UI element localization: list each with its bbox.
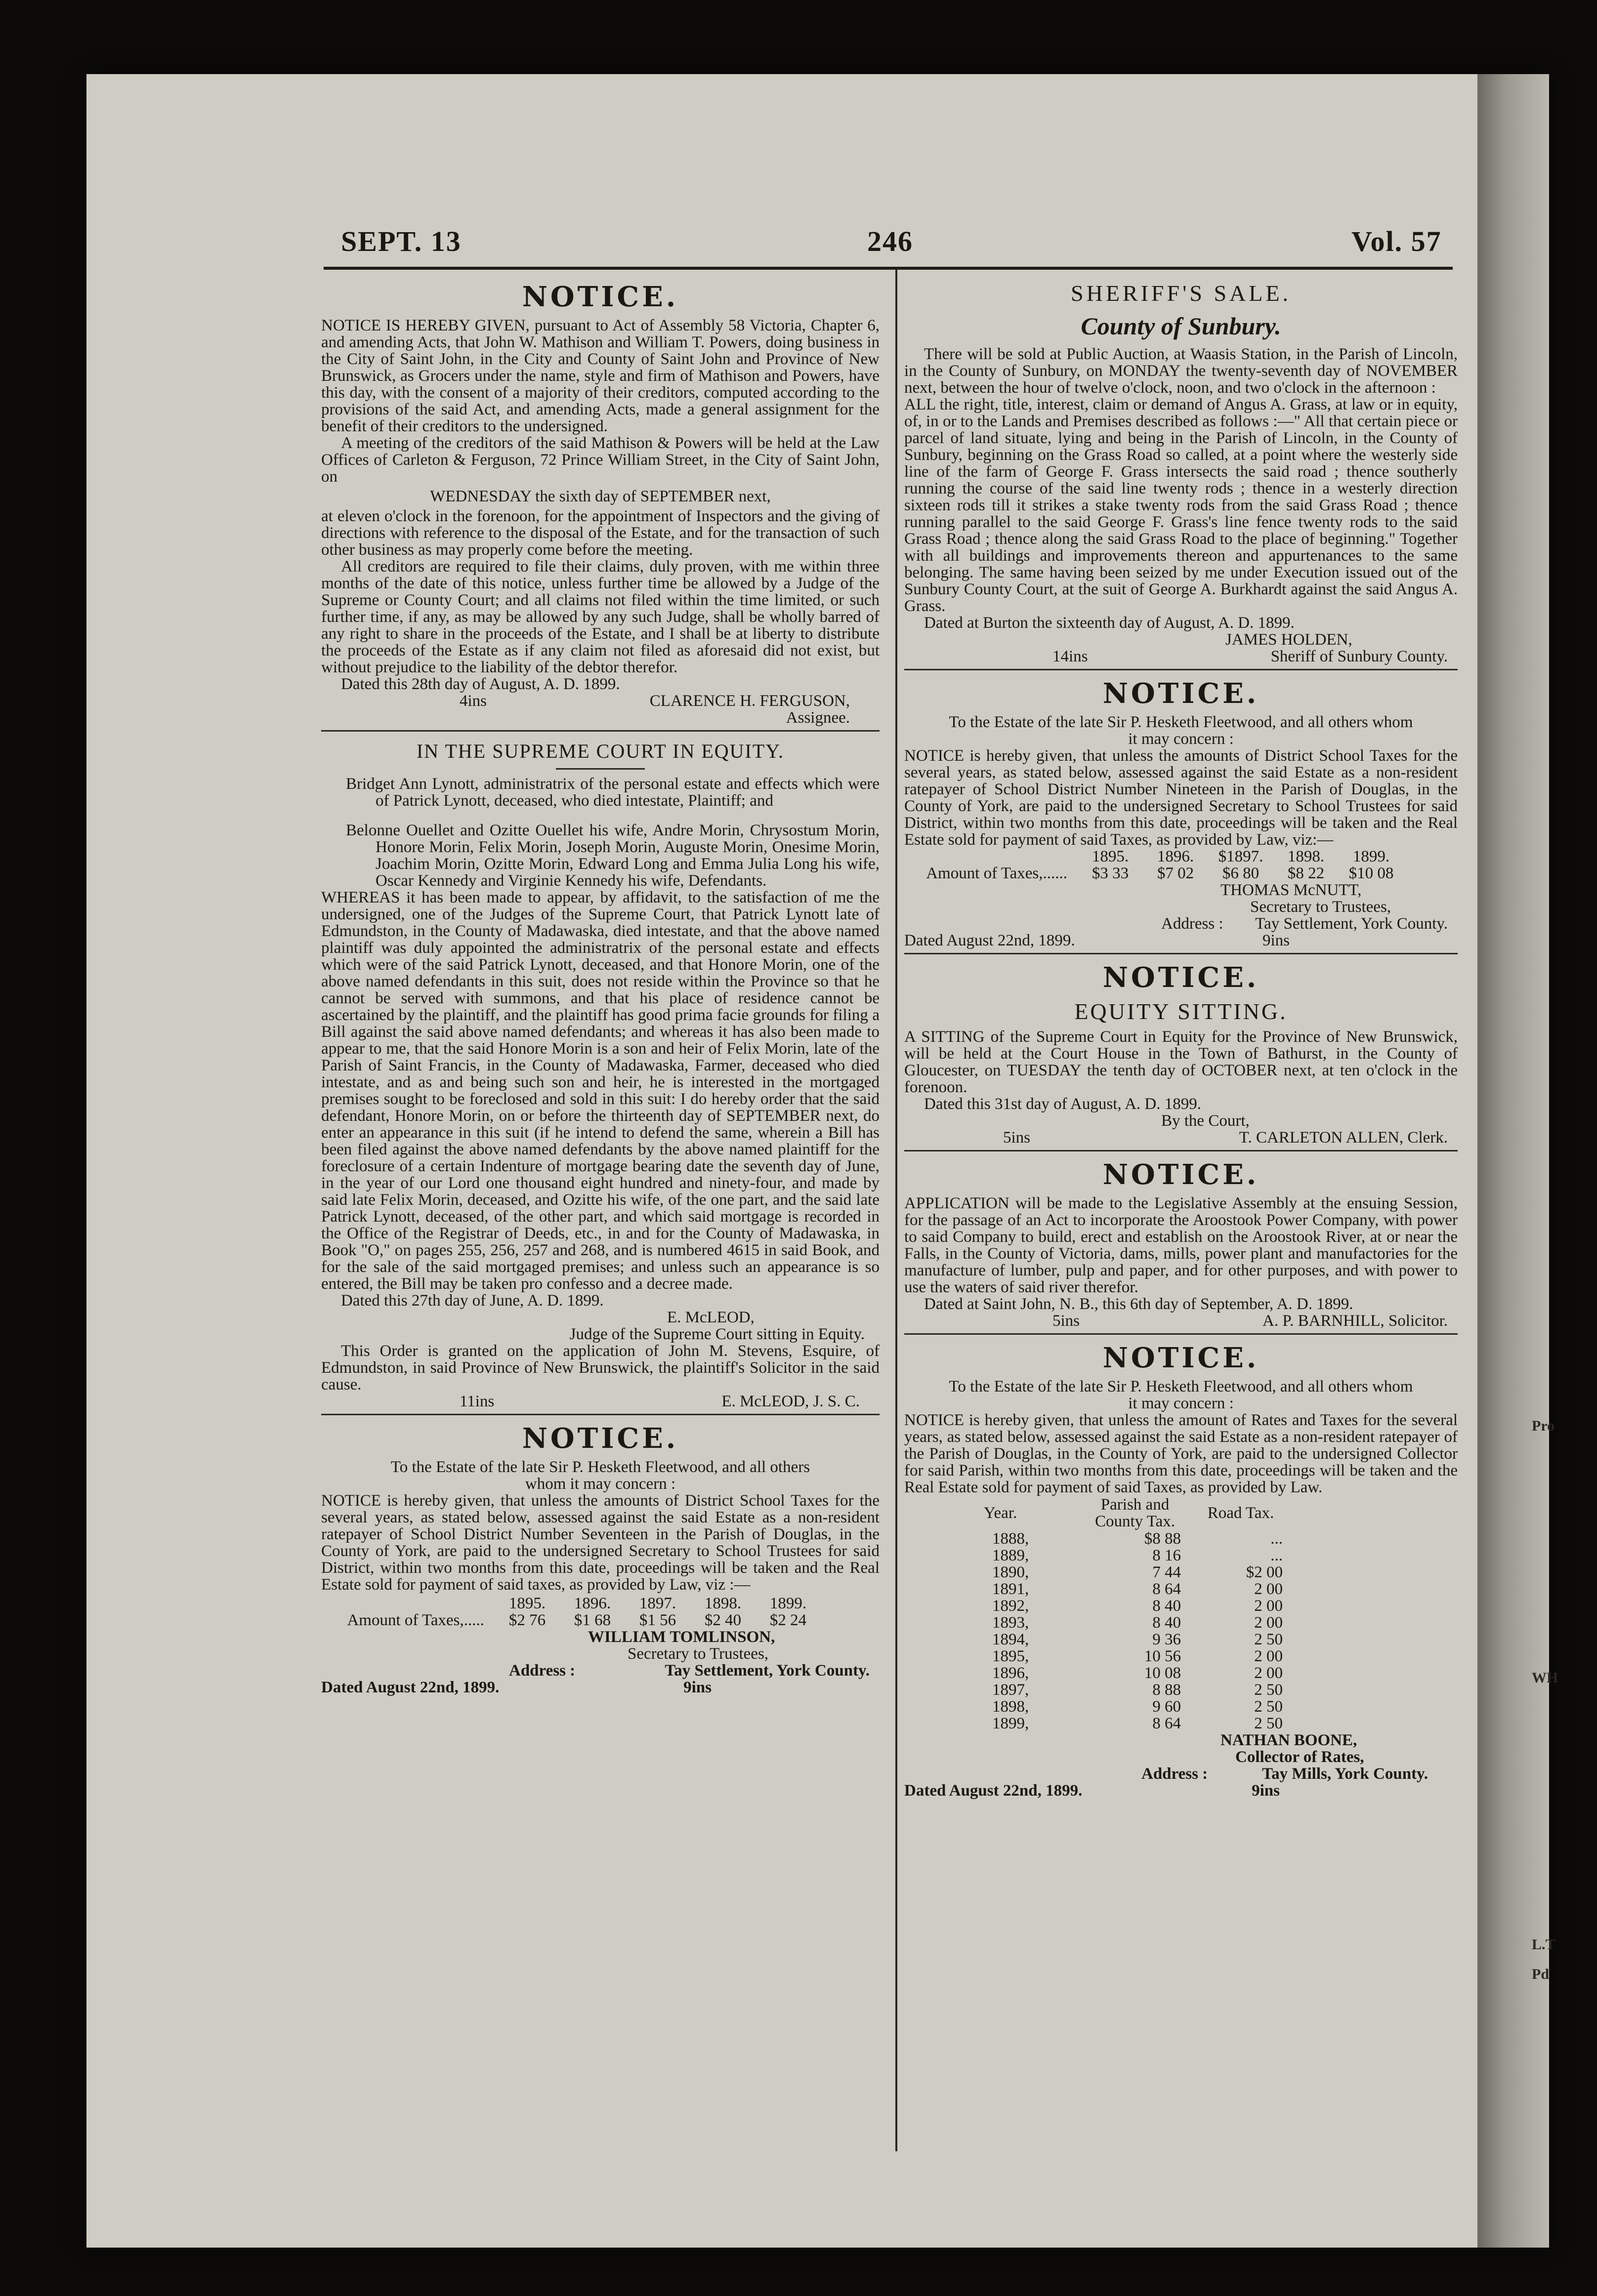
notice-body: NOTICE is hereby given, that unless the amount of Rates and Taxes for the several years, as stated below, assessed against the said Estate as a non-resident ratepayer of the Parish of Douglas, in the County of York, are paid to the undersigned Collector for said Parish, within two months from this date, proceedings will be taken and the Real Estate sold for payment of said Taxes, as provided by Law. [904,1411,1458,1496]
signer-role: Collector of Rates, [1235,1748,1364,1766]
parish-tax-cell: 10 08 [1144,1664,1181,1682]
tax-year: 1898. [704,1595,742,1612]
gutter-fragment: Pd [1532,1966,1550,1982]
table-row [983,1530,1292,1547]
address-value: Tay Settlement, York County. [1255,915,1448,933]
tax-year: 1899. [1352,848,1390,865]
notice-addressee: To the Estate of the late Sir P. Hesketh Fleetwood, and all others whom it may concern : [949,713,1413,748]
insertion-count: 4ins [460,692,487,710]
tax-amount: $6 80 [1222,864,1260,882]
notice-body: A SITTING of the Supreme Court in Equity for the Province of New Brunswick, will be held at the Court House in the Town of Bathurst, in the County of Gloucester, on TUESDAY the tenth day of OCTOBER next, at ten o'clock in the forenoon. [904,1028,1458,1096]
sheriff-role: Sheriff of Sunbury County. [1270,648,1448,665]
tax-amount: $1 56 [639,1611,676,1629]
school-tax-notice-17 [321,1414,880,1696]
solicitor-signature: A. P. BARNHILL, Solicitor. [1262,1312,1448,1330]
tax-year: 1897. [639,1595,676,1612]
insertion-count: 14ins [1052,648,1088,665]
signer-role: Assignee. [786,709,850,727]
notice-body: APPLICATION will be made to the Legislative Assembly at the ensuing Session, for the passage of an Act to incorporate the Aroostook Power Company, with power to said Company to build, erect and establish on the Aroostook River, at or near the Falls, in the County of Victoria, dams, mills, power plant and manufactories for the manufacture of lumber, pulp and paper, and for other purposes, and with power to use the waters of said river therefor. [904,1194,1458,1296]
parish-tax-cell: 8 40 [1152,1597,1181,1615]
tax-amount-label: Amount of Taxes,..... [347,1611,484,1629]
order-dated: Dated this 27th day of June, A. D. 1899. [341,1292,604,1310]
road-tax-cell: 2 00 [1254,1647,1283,1665]
tax-year: $1897. [1218,848,1263,865]
year-cell: 1894, [992,1631,1029,1648]
parish-tax-cell: 10 56 [1144,1647,1181,1665]
adjacent-page-edge [1477,74,1558,2248]
header-rule [324,267,1453,270]
road-tax-cell: 2 50 [1254,1698,1283,1716]
tax-amount-label: Amount of Taxes,...... [926,864,1067,882]
notice-addressee: To the Estate of the late Sir P. Hesketh Fleetwood, and all others whom it may concern : [949,1378,1413,1412]
notice-body: NOTICE is hereby given, that unless the amounts of District School Taxes for the several years, as stated below, assessed against the said Estate as a non-resident ratepayer of School District Number Nineteen in the Parish of Douglas, in the County of York, are paid to the undersigned Secretary to School Trustees for said District, within two months from this date, proceedings will be taken and the Real Estate sold for payment of said Taxes, as provided by Law, viz:— [904,747,1458,849]
school-tax-notice-19 [904,669,1458,949]
column-header-parish: Parish and County Tax. [1094,1496,1176,1530]
insertion-count: 11ins [460,1393,495,1410]
header-date: SEPT. 13 [341,225,462,257]
address-label: Address : [509,1662,576,1680]
assignment-notice [321,280,880,726]
tax-amount: $2 24 [769,1611,807,1629]
meeting-date: WEDNESDAY the sixth day of SEPTEMBER next, [430,488,771,505]
table-row [983,1665,1292,1681]
notice-paragraph: A meeting of the creditors of the said Mathison & Powers will be held at the Law Offices of Carleton & Ferguson, 72 Prince William Street, in the City of Saint John, on [321,434,880,486]
tax-year: 1896. [574,1595,611,1612]
table-row [983,1698,1292,1715]
year-cell: 1890, [992,1563,1029,1581]
notice-title: NOTICE. [522,281,679,313]
road-tax-cell: 2 00 [1254,1614,1283,1632]
table-row [983,1614,1292,1631]
notice-paragraph: All creditors are required to file their claims, duly proven, with me within three months of the date of this notice, unless further time be allowed by a Judge of the Supreme or County Court; and all claims not filed within the time limited, or such further time, if any, as may be allowed by any such Judge, shall be wholly barred of any right to share in the proceeds of the Estate, and I shall be at liberty to distribute the proceeds of the Estate as if any claim not filed as aforesaid did not exist, but without prejudice to the liability of the debtor therefor. [321,558,880,676]
year-cell: 1888, [992,1530,1029,1548]
order-body: WHEREAS it has been made to appear, by affidavit, to the satisfaction of me the undersigned, one of the Judges of the Supreme Court, that Patrick Lynott late of Edmundston, in the County of Madawaska, died intestate, and that the above named plaintiff was duly appointed the administratrix of the personal estate and effects which were of the said Patrick Lynott, deceased, and that Honore Morin, one of the above named defendants in this suit, does not reside within the Province so that he cannot be served with summons, and that his place of residence cannot be ascertained by the plaintiff, and the plaintiff has good prima facie grounds for filing a Bill against the said above named defendants; and whereas it has also been made to appear to me, that the said Honore Morin is a son and heir of Felix Morin, late of the Parish of Saint Francis, in the County of Madawaska, Farmer, deceased who died intestate, and as and being such son and heir, he is interested in the mortgaged premises sought to be foreclosed and sold in this suit: I do hereby order that the said defendant, Honore Morin, on or before the thirteenth day of SEPTEMBER next, do enter an appearance in this suit (if he intend to defend the same, wherein a Bill has been filed against the above named defendants by the above named plaintiff for the foreclosure of a certain Indenture of mortgage bearing date the seventh day of June, in the year of our Lord one thousand eight hundred and ninety-four, and made by said late Felix Morin, deceased, and Ozitte his wife, of the one part, and the said late Patrick Lynott, deceased, of the other part, and which said mortgage is recorded in the Office of the Registrar of Deeds, etc., in and for the County of Madawaska, in Book "O," on pages 255, 256, 257 and 268, and is numbered 4615 in said Book, and for the sale of the said mortgaged premises; and unless such an appearance is so entered, the Bill may be taken pro confesso and a decree made. [321,889,880,1293]
parish-tax-cell: 9 36 [1152,1631,1181,1648]
notice-title: NOTICE. [1102,1342,1260,1374]
signer-name: WILLIAM TOMLINSON, [588,1628,775,1646]
order-application: This Order is granted on the application of John M. Stevens, Esquire, of Edmundston, in said Province of New Brunswick, the plaintiff's Solicitor in the said cause. [321,1342,880,1394]
judge-name: E. McLEOD, [667,1309,755,1326]
notice-paragraph: NOTICE IS HEREBY GIVEN, pursuant to Act of Assembly 58 Victoria, Chapter 6, and amending Acts, that John W. Mathison and William T. Powers, doing business in the City of Saint John, in the City and County of Saint John and Province of New Brunswick, as Grocers under the name, style and firm of Mathison and Powers, have this day, with the consent of a majority of their creditors, computed according to the provisions of the said Act, and amending Acts, made a general assignment for the benefit of their creditors to the undersigned. [321,317,880,435]
signer-name: CLARENCE H. FERGUSON, [649,692,850,710]
table-header-row [983,1496,1292,1530]
notice-title: NOTICE. [1102,677,1260,710]
notice-title: NOTICE. [1102,961,1260,994]
road-tax-cell: 2 00 [1254,1580,1283,1598]
tax-year: 1899. [769,1595,807,1612]
column-header-road: Road Tax. [1207,1504,1274,1522]
parish-tax-cell: 8 16 [1152,1547,1181,1564]
column-divider [895,269,897,2151]
tax-amounts-row [321,1612,880,1629]
tax-year: 1896. [1157,848,1194,865]
parish-tax-cell: 7 44 [1152,1563,1181,1581]
notice-dated: Dated August 22nd, 1899. [321,1679,500,1696]
signer-role: Secretary to Trustees, [628,1645,769,1663]
road-tax-cell: $2 00 [1246,1563,1283,1581]
tax-amount: $10 08 [1348,864,1394,882]
sale-description: ALL the right, title, interest, claim or demand of Angus A. Grass, at law or in equity, of, in or to the Lands and Premises described as follows :—" All that certain piece or parcel of land situate, lying and being in the Parish of Lincoln, in the County of Sunbury, beginning on the Grass Road so called, at a point where the westerly side line of the farm of George F. Grass intersects the said road ; thence southerly running the course of the said line twenty rods ; thence in a westerly direction sixteen rods till it strikes a stake twenty rods from the said Grass Road ; thence running parallel to the said George F. Grass's line fence twenty rods to the said Grass Road ; thence along the said Grass Road to the place of beginning." Together with all buildings and improvements thereon and appurtenances to the same belonging. The same having been seized by me under Execution issued out of the Sunbury County Court, at the suit of George A. Burkhardt against the said Angus A. Grass. [904,396,1458,615]
parish-tax-cell: 8 40 [1152,1614,1181,1632]
year-cell: 1893, [992,1614,1029,1632]
short-rule [556,768,645,770]
insertion-count: 9ins [683,1679,712,1696]
notice-paragraph: at eleven o'clock in the forenoon, for the appointment of Inspectors and the giving of directions with reference to the disposal of the Estate, and for the transaction of such other business as may properly come before the meeting. [321,507,880,559]
parish-tax-cell: 9 60 [1152,1698,1181,1716]
tax-amount: $8 22 [1287,864,1325,882]
tax-amounts-row [904,865,1458,882]
equity-sitting-notice [904,953,1458,1146]
gutter-fragment: L.T [1532,1936,1555,1953]
notice-dated: Dated August 22nd, 1899. [904,1782,1083,1800]
address-value: Tay Mills, York County. [1262,1765,1428,1783]
road-tax-cell: ... [1270,1530,1283,1548]
road-tax-cell: 2 00 [1254,1664,1283,1682]
year-cell: 1895, [992,1647,1029,1665]
header-page-number: 246 [867,225,913,257]
year-cell: 1896, [992,1664,1029,1682]
signer-name: NATHAN BOONE, [1220,1731,1357,1749]
notice-dated: Dated at Saint John, N. B., this 6th day of September, A. D. 1899. [924,1295,1353,1313]
table-row [983,1547,1292,1564]
judge-signature: E. McLEOD, J. S. C. [721,1393,860,1410]
table-row [983,1564,1292,1581]
address-value: Tay Settlement, York County. [665,1662,870,1680]
road-tax-cell: 2 50 [1254,1681,1283,1699]
by-the-court: By the Court, [1161,1112,1250,1130]
year-cell: 1898, [992,1698,1029,1716]
insertion-count: 5ins [1003,1129,1031,1147]
rates-table [983,1496,1292,1732]
sale-dated: Dated at Burton the sixteenth day of August, A. D. 1899. [924,614,1295,632]
equity-court-order [321,730,880,1410]
address-label: Address : [1161,915,1223,933]
aroostook-power-notice [904,1150,1458,1329]
column-header-year: Year. [984,1504,1017,1522]
year-cell: 1897, [992,1681,1029,1699]
road-tax-cell: 2 50 [1254,1631,1283,1648]
road-tax-cell: ... [1270,1547,1283,1564]
parish-tax-cell: $8 88 [1144,1530,1181,1548]
notice-title: NOTICE. [522,1422,679,1455]
county-heading: County of Sunbury. [1081,312,1281,340]
tax-years-row [904,848,1458,865]
tax-year: 1895. [1092,848,1129,865]
notice-addressee: To the Estate of the late Sir P. Hesketh Fleetwood, and all others whom it may concern : [390,1458,810,1493]
tax-amount: $3 33 [1092,864,1129,882]
signer-name: THOMAS McNUTT, [1220,881,1362,899]
tax-amount: $1 68 [574,1611,611,1629]
judge-role: Judge of the Supreme Court sitting in Equity. [569,1325,865,1343]
road-tax-cell: 2 50 [1254,1715,1283,1732]
parish-tax-cell: 8 64 [1152,1580,1181,1598]
defendant-parties: Belonne Ouellet and Ozitte Ouellet his wife, Andre Morin, Chrysostum Morin, Honore Morin, Felix Morin, Joseph Morin, Auguste Morin, Onesime Morin, Joachim Morin, Ozitte Morin, Edward Long and Emma Julia Long his wife, Oscar Kennedy and Virginie Kennedy his wife, Defendants. [346,821,880,890]
insertion-count: 9ins [1262,932,1290,949]
year-cell: 1899, [992,1715,1029,1732]
year-cell: 1889, [992,1547,1029,1564]
sheriff-name: JAMES HOLDEN, [1225,631,1352,649]
parish-tax-cell: 8 88 [1152,1681,1181,1699]
gutter-fragment: WH [1532,1670,1558,1686]
tax-amount: $7 02 [1157,864,1194,882]
signer-role: Secretary to Trustees, [1250,898,1391,916]
notice-dated: Dated this 28th day of August, A. D. 1899. [341,675,620,693]
table-row [983,1581,1292,1598]
parish-tax-cell: 8 64 [1152,1715,1181,1732]
tax-years-row [321,1595,880,1612]
sheriffs-sale-notice [904,279,1458,665]
insertion-count: 5ins [1052,1312,1080,1330]
equity-sitting-heading: EQUITY SITTING. [1074,999,1288,1024]
address-label: Address : [1141,1765,1208,1783]
right-column [904,277,1458,1799]
tax-amount: $2 40 [704,1611,742,1629]
notice-dated: Dated this 31st day of August, A. D. 1899. [924,1095,1201,1113]
year-cell: 1891, [992,1580,1029,1598]
table-row [983,1681,1292,1698]
header-volume: Vol. 57 [1351,225,1442,257]
rates-body [983,1530,1292,1732]
plaintiff-party: Bridget Ann Lynott, administratrix of the personal estate and effects which were of Patrick Lynott, deceased, who died intestate, Plaintiff; and [346,775,880,810]
tax-amount: $2 76 [508,1611,546,1629]
sheriff-sale-title: SHERIFF'S SALE. [1071,281,1291,306]
notice-dated: Dated August 22nd, 1899. [904,932,1075,949]
court-title: IN THE SUPREME COURT IN EQUITY. [416,740,785,762]
notice-title: NOTICE. [1102,1158,1260,1191]
table-row [983,1631,1292,1648]
insertion-count: 9ins [1252,1782,1280,1800]
notice-body: NOTICE is hereby given, that unless the amounts of District School Taxes for the several years, as stated below, assessed against the said Estate as a non-resident ratepayer of School District Number Seventeen in the Parish of Douglas, in the County of York, are paid to the undersigned Secretary to School Trustees for said District, within two months from this date, proceedings will be taken and the Real Estate sold for payment of said taxes, as provided by Law, viz :— [321,1492,880,1594]
clerk-signature: T. CARLETON ALLEN, Clerk. [1239,1129,1448,1147]
tax-year: 1895. [508,1595,546,1612]
tax-year: 1898. [1287,848,1325,865]
gutter-fragment: Pro [1532,1418,1555,1434]
parish-rates-notice [904,1333,1458,1799]
table-row [983,1598,1292,1614]
left-column [321,277,880,1696]
table-row [983,1648,1292,1665]
year-cell: 1892, [992,1597,1029,1615]
sale-intro: There will be sold at Public Auction, at Waasis Station, in the Parish of Lincoln, in the County of Sunbury, on MONDAY the twenty-seventh day of NOVEMBER next, between the hour of twelve o'clock, noon, and two o'clock in the afternoon : [904,345,1458,397]
table-row [983,1715,1292,1732]
road-tax-cell: 2 00 [1254,1597,1283,1615]
